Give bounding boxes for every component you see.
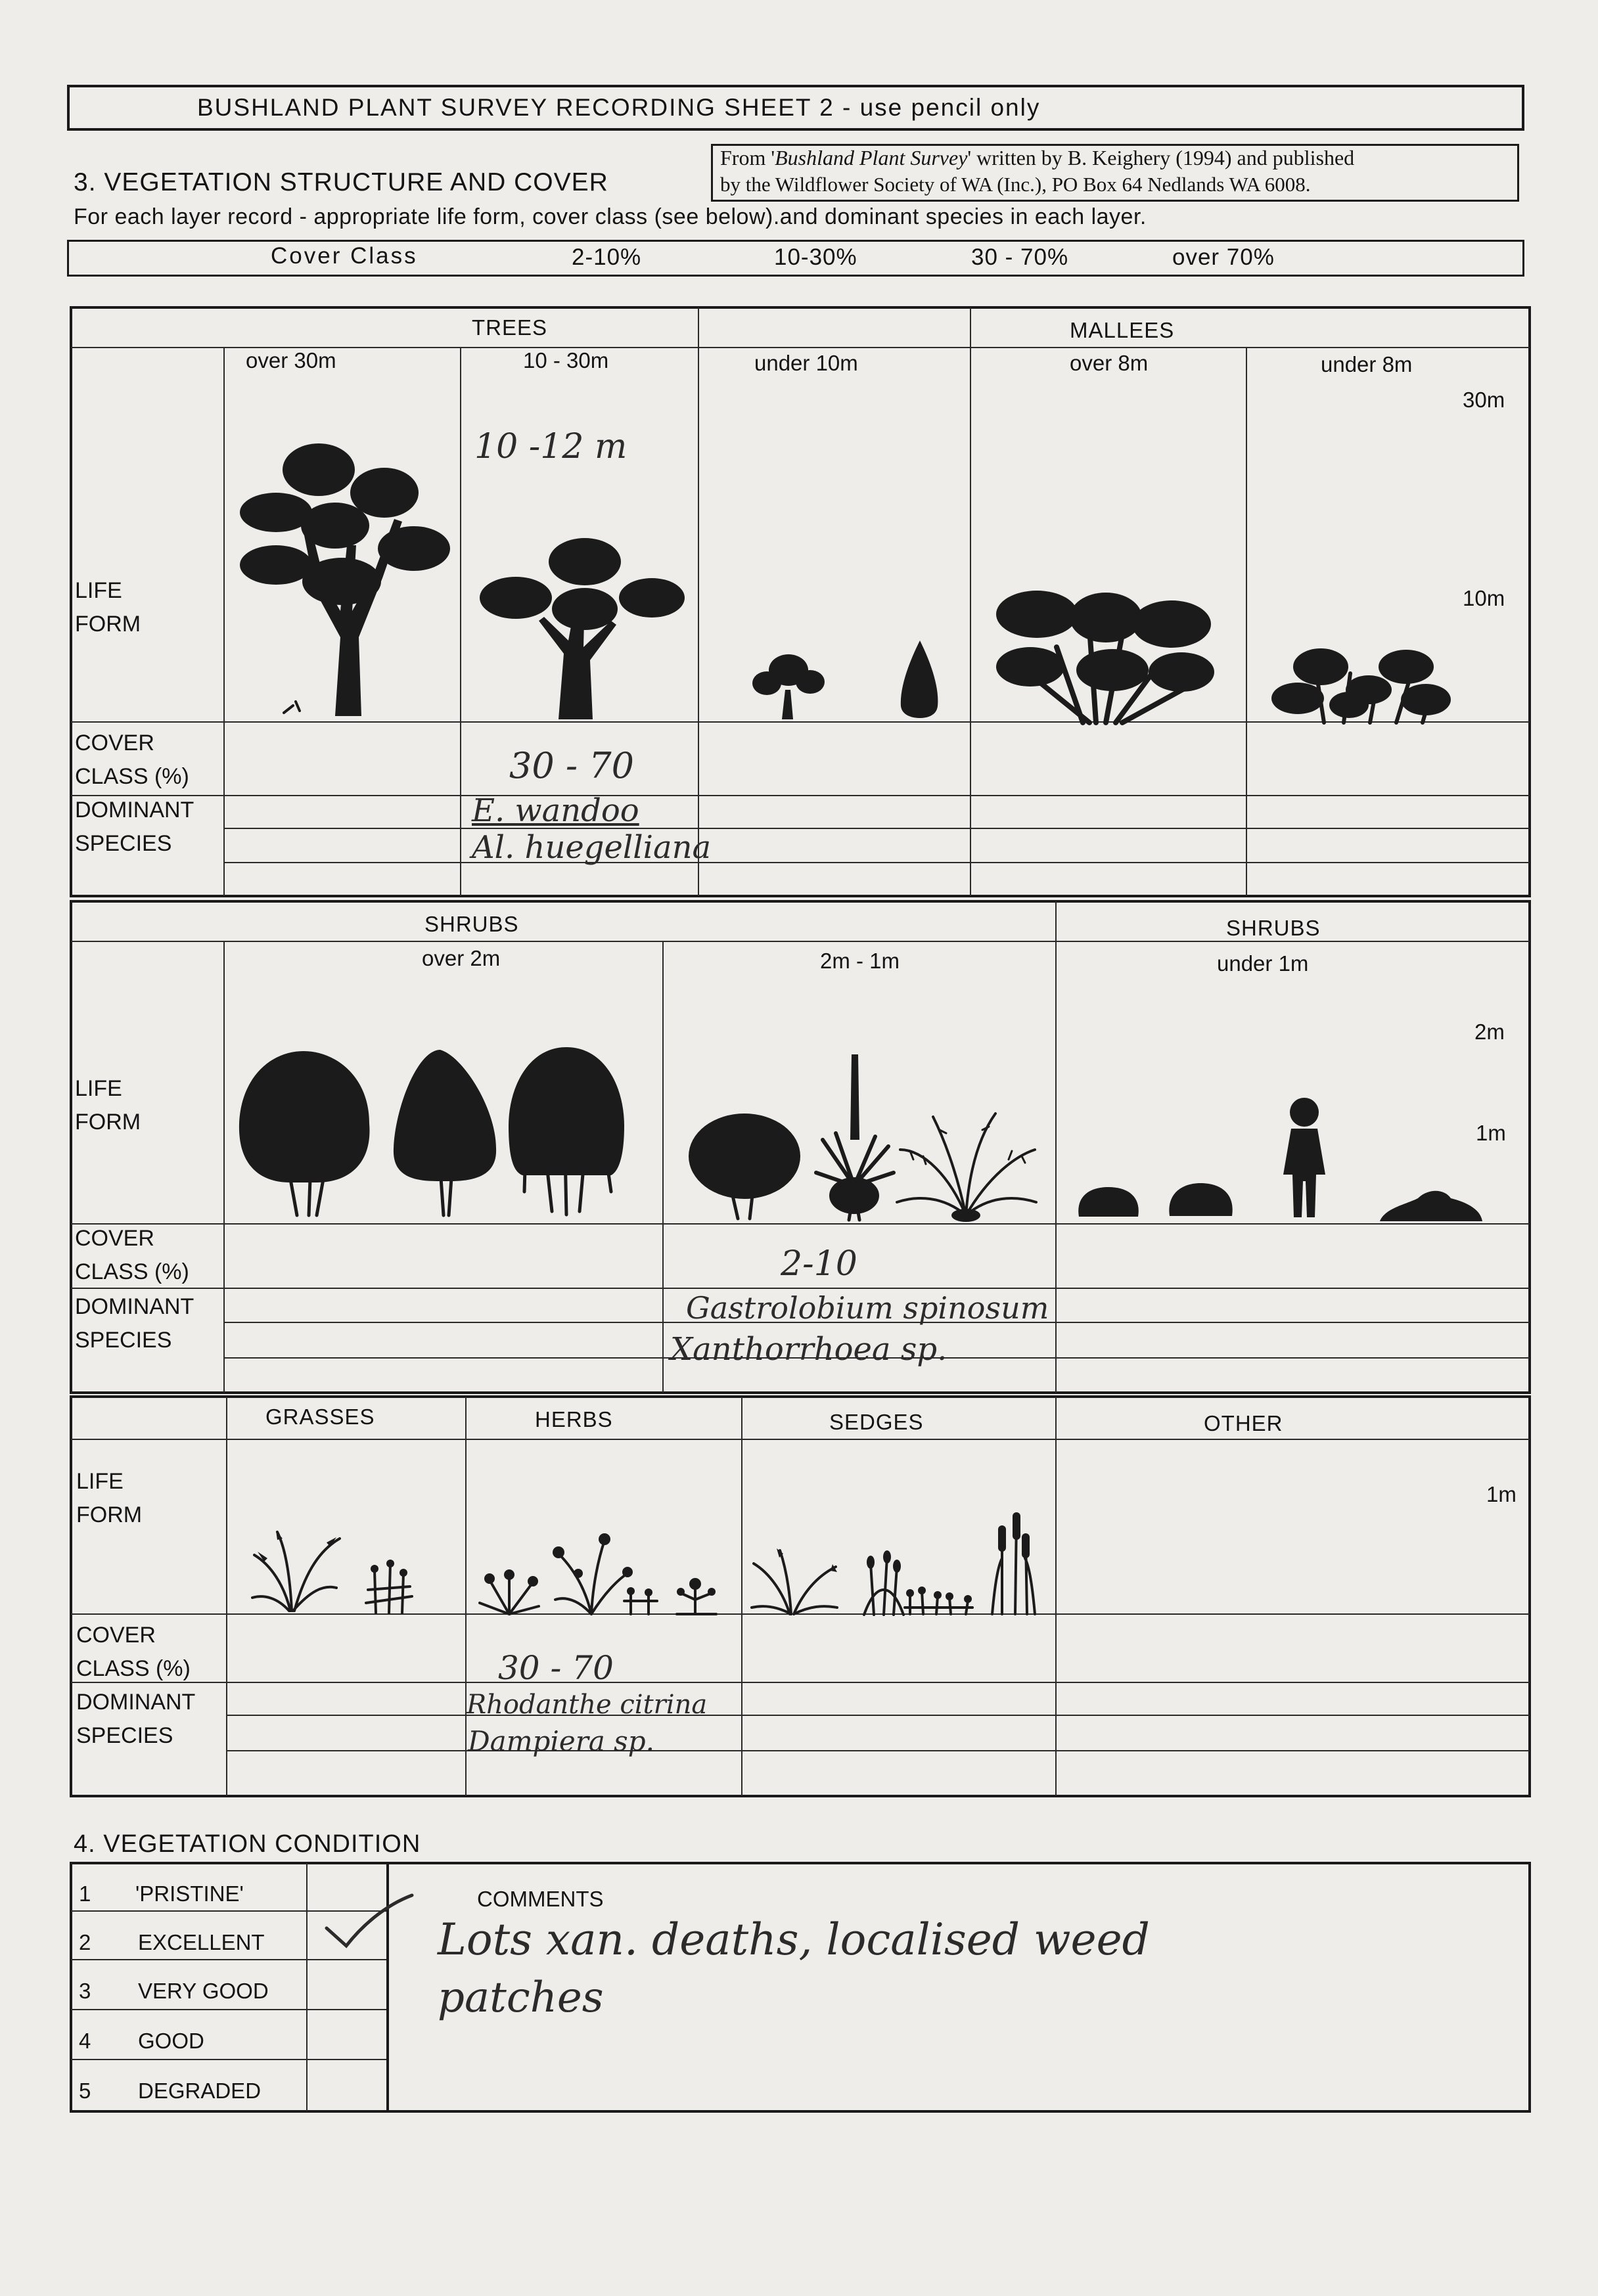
condition-num-3: 3 [79, 1979, 91, 2003]
handwritten-shrub-species-2: Xanthorrhoea sp. [670, 1331, 947, 1368]
small-grass-icon [363, 1557, 417, 1615]
handwritten-comments-line-2: patches [438, 1973, 604, 2022]
low-shrub-icon-1 [1076, 1184, 1141, 1220]
scale-1m: 1m [1476, 1121, 1506, 1145]
col-grasses: GRASSES [265, 1405, 375, 1429]
mallees-heading: MALLEES [1070, 318, 1175, 342]
prostrate-shrub-icon [1379, 1185, 1484, 1223]
handwritten-species-1: E. wandoo [472, 792, 639, 829]
col-shrubs-2m-1m: 2m - 1m [820, 949, 900, 973]
tall-tree-icon [237, 440, 453, 723]
source-prefix: From ' [720, 146, 775, 169]
ground-cover-class-label: COVER CLASS (%) [76, 1623, 191, 1681]
conifer-icon [897, 641, 943, 723]
herb-icon-3 [621, 1585, 660, 1616]
handwritten-species-2: Al. huegelliana [472, 829, 712, 866]
ground-dominant-species-label: DOMINANT SPECIES [76, 1690, 196, 1748]
col-mallees-under-8m: under 8m [1321, 352, 1413, 376]
col-mallees-over-8m: over 8m [1070, 351, 1149, 375]
shrubs-dominant-species-label: DOMINANT SPECIES [75, 1294, 194, 1353]
sedge-icon-1 [750, 1547, 839, 1616]
weeping-shrub-icon [506, 1047, 628, 1219]
rounded-shrub-icon [238, 1051, 376, 1219]
handwritten-shrubs-cover: 2-10 [781, 1244, 857, 1284]
shrubs-cover-class-label: COVER CLASS (%) [75, 1226, 189, 1284]
comments-label: COMMENTS [477, 1887, 604, 1911]
checkmark-icon [323, 1892, 415, 1951]
shrubs-life-form-label: LIFE FORM [75, 1076, 141, 1135]
condition-num-1: 1 [79, 1881, 91, 1906]
condition-very-good: VERY GOOD [138, 1979, 269, 2003]
handwritten-comments-line-1: Lots xan. deaths, localised weed [438, 1914, 1150, 1965]
instruction-text: For each layer record - appropriate life form, cover class (see below).and dominant species in each layer. [74, 204, 1147, 229]
cover-class-label: Cover Class [271, 243, 418, 269]
col-trees-under-10m: under 10m [754, 351, 858, 375]
cover-class-2-10: 2-10% [572, 244, 642, 270]
col-shrubs-over-2m: over 2m [422, 946, 501, 970]
section3-title: 3. VEGETATION STRUCTURE AND COVER [74, 168, 608, 196]
source-book-title: Bushland Plant Survey [775, 146, 968, 169]
grass-tree-icon [810, 1054, 898, 1222]
trees-heading: TREES [472, 315, 548, 340]
ground-life-form-label: LIFE FORM [76, 1469, 143, 1527]
trees-life-form-label: LIFE FORM [75, 578, 141, 637]
condition-pristine: 'PRISTINE' [135, 1881, 244, 1906]
condition-excellent: EXCELLENT [138, 1930, 265, 1954]
condition-num-2: 2 [79, 1930, 91, 1954]
source-suffix: ' written by B. Keighery (1994) and published [967, 146, 1355, 169]
scale-2m: 2m [1474, 1020, 1505, 1044]
sheet-title: BUSHLAND PLANT SURVEY RECORDING SHEET 2 - use pencil only [197, 94, 1041, 121]
cover-class-10-30: 10-30% [774, 244, 857, 270]
human-scale-figure-icon [1278, 1096, 1331, 1221]
rush-icon [989, 1499, 1038, 1616]
col-sedges: SEDGES [829, 1410, 924, 1434]
handwritten-trees-cover: 30 - 70 [509, 745, 635, 786]
col-trees-10-30m: 10 - 30m [523, 348, 609, 372]
low-shrub-icon-2 [1166, 1180, 1235, 1219]
grass-tuft-icon [251, 1525, 343, 1614]
condition-degraded: DEGRADED [138, 2079, 262, 2103]
section4-title: 4. VEGETATION CONDITION [74, 1830, 421, 1858]
handwritten-herb-species-1: Rhodanthe citrina [467, 1690, 708, 1720]
cover-class-30-70: 30 - 70% [971, 244, 1069, 270]
source-citation-line-1 [720, 146, 1354, 170]
trees-cover-class-label: COVER CLASS (%) [75, 731, 189, 789]
shrubs-heading-right: SHRUBS [1226, 916, 1321, 940]
col-herbs: HERBS [535, 1407, 613, 1431]
scale-1m-ground: 1m [1486, 1482, 1517, 1506]
handwritten-herb-species-2: Dampiera sp. [468, 1725, 654, 1757]
herb-icon-4 [675, 1573, 718, 1616]
cover-class-over-70: over 70% [1172, 244, 1275, 270]
tall-mallee-icon [991, 588, 1218, 726]
bushy-shrub-icon [687, 1110, 802, 1221]
condition-table [70, 1862, 1531, 2113]
scale-30m: 30m [1463, 388, 1505, 412]
medium-tree-icon [480, 535, 690, 723]
herb-icon-1 [476, 1567, 542, 1616]
scale-10m: 10m [1463, 586, 1505, 610]
col-trees-over-30m: over 30m [246, 348, 336, 372]
condition-num-5: 5 [79, 2079, 91, 2103]
shrubs-heading-left: SHRUBS [424, 912, 519, 936]
handwritten-ground-cover: 30 - 70 [498, 1649, 614, 1687]
small-tree-icon [752, 650, 825, 723]
col-shrubs-under-1m: under 1m [1217, 951, 1309, 976]
handwritten-shrub-species-1: Gastrolobium spinosum [686, 1290, 1049, 1326]
trees-dominant-species-label: DOMINANT SPECIES [75, 798, 194, 856]
sedge-icon-3 [903, 1585, 976, 1616]
fern-palm-icon [897, 1110, 1038, 1222]
herb-icon-2 [552, 1534, 631, 1616]
sedge-icon-2 [861, 1550, 907, 1616]
tall-shrub-icon [391, 1050, 499, 1219]
col-other: OTHER [1204, 1411, 1283, 1435]
condition-num-4: 4 [79, 2029, 91, 2053]
low-mallee-icon [1271, 647, 1452, 726]
handwritten-tree-height: 10 -12 m [474, 427, 628, 466]
condition-good: GOOD [138, 2029, 204, 2053]
source-citation-line-2: by the Wildflower Society of WA (Inc.), PO Box 64 Nedlands WA 6008. [720, 173, 1311, 196]
